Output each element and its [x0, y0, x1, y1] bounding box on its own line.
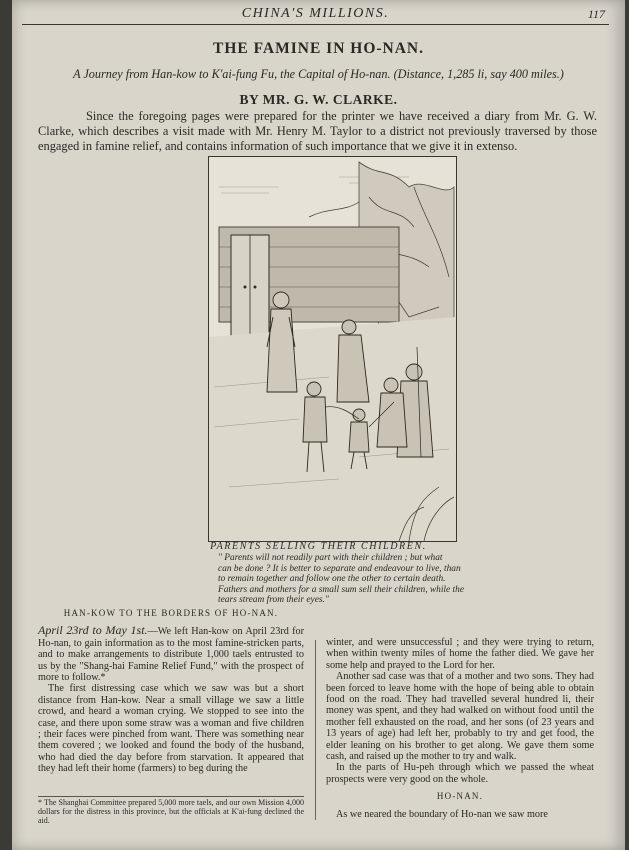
figure-caption-quote — [218, 553, 468, 606]
running-title: CHINA'S MILLIONS. — [241, 6, 390, 21]
article-title: THE FAMINE IN HO-NAN. — [212, 40, 425, 57]
paragraph: The first distressing case which we saw was but a short distance from Han-kow. Near a small village we saw a little crowd, and heard a woman crying. We stopped to see into the case, and there upon some straw was a woman and five children ; their faces were pinched from want. There was something near them covered ; we looked and found the body of the husband, who had died the day before from starvation. It appeared that they had left their home (farmers) to beg during the — [38, 683, 304, 775]
engraving-drawing — [209, 157, 456, 541]
page-number: 117 — [587, 7, 605, 21]
caption-line: tears stream from their eyes." — [218, 595, 329, 606]
article-subtitle: A Journey from Han-kow to K'ai-fung Fu, the Capital of Ho-nan. (Distance, 1,285 li, say 400 miles.) — [73, 67, 564, 81]
caption-line: Fathers and mothers for a small sum sell their children, while the — [218, 584, 464, 595]
paragraph: Another sad case was that of a mother and two sons. They had been forced to leave home with the hope of being able to obtain food on the road. They had travelled several hundred li, their money was spent, and they had walked on without food until the mother fell exhausted on the road, and her sons (of 23 years and 13 years of age) had left her, probably to try and get food, the elder leaning on his brother to get along. We gave them some cash, and raised up the mother to try and walk. — [326, 671, 594, 763]
intro-paragraph: Since the foregoing pages were prepared for the printer we have received a diary from Mr. G. W. Clarke, which describes a visit made with Mr. Henry M. Taylor to a district not previously traversed by those engaged in famine relief, and contains information of such importance that we give it in extenso. — [38, 109, 597, 153]
lead-paragraph — [38, 625, 304, 683]
paragraph-text: —We left Han-kow on April 23rd for Ho-nan, to gain information as to the most famine-stricken parts, and to make arrangements to distribute 1,000 taels entrusted to us by the "Shang-hai Famine Relief Fund," with the prospect of more to follow.* — [38, 626, 304, 684]
right-column — [326, 637, 594, 820]
running-head — [22, 2, 609, 25]
footnote: * The Shanghai Committee prepared 5,000 more taels, and our own Mission 4,000 dollars for the distress in this province, but the officials at K'ai-fung declined the aid. — [38, 798, 304, 825]
section-heading: HAN-KOW TO THE BORDERS OF HO-NAN. — [63, 608, 279, 618]
caption-line: can be done ? It is better to separate and endeavour to live, than — [218, 563, 461, 574]
figure-caption-title: PARENTS SELLING THEIR CHILDREN. — [210, 541, 427, 552]
left-column — [38, 608, 304, 775]
caption-line: " Parents will not readily part with their children ; but what — [218, 553, 443, 563]
engraving-illustration — [208, 156, 457, 542]
section-heading: HO-NAN. — [436, 791, 484, 802]
column-divider — [315, 640, 316, 820]
book-page — [12, 0, 625, 850]
paragraph: As we neared the boundary of Ho-nan we saw more — [336, 808, 548, 820]
paragraph: winter, and were unsuccessful ; and they were trying to return, when within twenty miles of home the father died. We gave her some help and prayed to the Lord for her. — [326, 637, 594, 671]
byline: BY MR. G. W. CLARKE. — [239, 92, 398, 107]
paragraph: In the parts of Hu-peh through which we passed the wheat prospects were very good on the whole. — [326, 762, 594, 785]
lead-date: April 23rd to May 1st. — [38, 623, 148, 638]
caption-line: to remain together and follow one the other to certain death. — [218, 574, 446, 585]
